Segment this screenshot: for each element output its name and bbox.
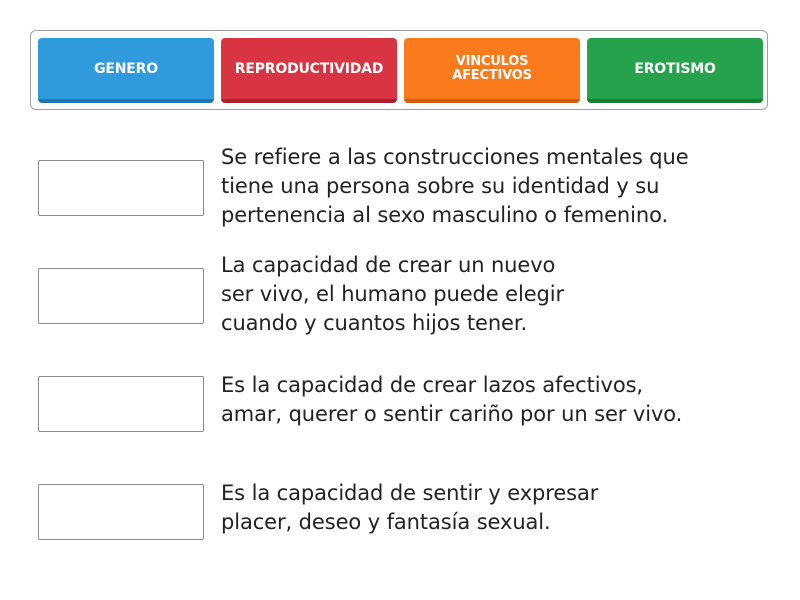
row-description-2: La capacidad de crear un nuevo ser vivo, el humano puede elegir cuando y cuantos hijos tener.	[221, 253, 565, 335]
drop-target-3[interactable]	[38, 376, 204, 432]
drop-target-1[interactable]	[38, 160, 204, 216]
tile-label: EROTISMO	[634, 60, 716, 77]
row-description-4: Es la capacidad de sentir y expresar placer, deseo y fantasía sexual.	[221, 481, 599, 534]
tile-genero[interactable]	[38, 38, 214, 103]
row-description-1: Se refiere a las construcciones mentales que tiene una persona sobre su identidad y su pertenencia al sexo masculino o femenino.	[221, 145, 689, 227]
tile-label: GENERO	[94, 60, 158, 77]
match-row-4	[0, 464, 800, 554]
drop-target-2[interactable]	[38, 268, 204, 324]
row-description-3: Es la capacidad de crear lazos afectivos, amar, querer o sentir cariño por un ser vivo.	[221, 373, 683, 426]
tile-erotismo[interactable]	[587, 38, 763, 103]
match-row-2	[0, 248, 800, 338]
tile-label: REPRODUCTIVIDAD	[234, 60, 384, 77]
match-row-1	[0, 140, 800, 230]
tile-label: VINCULOS AFECTIVOS	[452, 53, 532, 83]
tile-reproductividad[interactable]	[221, 38, 397, 103]
answer-tile-tray	[30, 30, 768, 110]
match-row-3	[0, 356, 800, 446]
drop-target-4[interactable]	[38, 484, 204, 540]
tile-vinculos-afectivos[interactable]	[404, 38, 580, 103]
